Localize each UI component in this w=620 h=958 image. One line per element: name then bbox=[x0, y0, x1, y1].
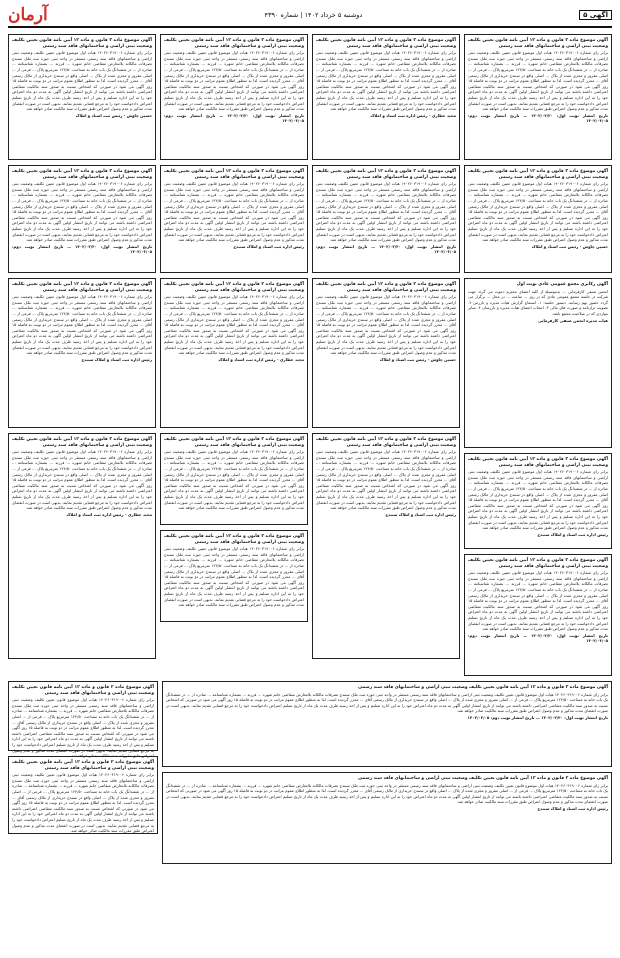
notice-body: برابر رای شماره ۱۴۰۲۶۰۳۱۹۰۰۶ هیات اول موضوع قانون تعیین تکلیف وضعیت ثبتی اراضی و ساختمانهای فاقد سند رسمی مستقر در واحد ثبتی حوزه ثبت ملک سنندج تصرفات مالکانه بلامعارض متقاضی خانم شهره ... فرزند ... بشماره شناسنامه ... صادره از ... در ششدانگ یک باب خانه به مساحت ۱۲۴/۵۰ مترمربع پلاک ... فرعی از ... اصلی مفروز و مجزی شده از پلاک ... اصلی واقع در سنندج خریداری از مالک رسمی آقای ... محرز گردیده است. لذا به منظور اطلاع عموم مراتب در دو نوبت به فاصله ۱۵ روز آگهی می شود در صورتی که اشخاص نسبت به صدور سند مالکیت متقاضی اعتراضی داشته باشند می توانند از تاریخ انتشار اولین آگهی به مدت دو ماه اعتراض خود را به این اداره تسلیم و پس از اخذ رسید ظرف مدت یک ماه از تاریخ تسلیم اعتراض دادخواست خود را به مرجع قضایی تقدیم نمایند. بدیهی است در صورت انقضای مدت مذکور و عدم وصول اعتراض طبق مقررات سند مالکیت صادر خواهد شد. bbox=[166, 782, 608, 805]
legal-notice bbox=[464, 34, 612, 160]
notice-title: آگهی موضوع ماده ۳ قانون و ماده ۱۳ آیین نامه قانون تعیین تکلیف وضعیت ثبتی اراضی و ساختمانهای فاقد سند رسمی bbox=[164, 169, 305, 180]
legal-notice bbox=[8, 278, 156, 428]
notice-title: آگهی موضوع ماده ۳ قانون و ماده ۱۳ آیین نامه قانون تعیین تکلیف وضعیت ثبتی اراضی و ساختمانهای فاقد سند رسمی bbox=[358, 776, 608, 781]
legal-notice bbox=[160, 165, 308, 273]
legal-notice bbox=[8, 681, 158, 759]
legal-notice bbox=[312, 278, 460, 428]
ad-column-2 bbox=[312, 34, 460, 676]
notice-body: برابر رای شماره ۱۴۰۲۶۰۳۱۹۰۰۶ هیات اول موضوع قانون تعیین تکلیف وضعیت ثبتی اراضی و ساختمانهای فاقد سند رسمی مستقر در واحد ثبتی حوزه ثبت ملک سنندج تصرفات مالکانه بلامعارض متقاضی خانم شهره ... فرزند ... بشماره شناسنامه ... صادره از ... در ششدانگ یک باب خانه به مساحت ۱۲۴/۵۰ مترمربع پلاک ... فرعی از ... اصلی مفروز و مجزی شده از پلاک ... اصلی واقع در سنندج خریداری از مالک رسمی آقای ... محرز گردیده است. لذا به منظور اطلاع عموم مراتب در دو نوبت به فاصله ۱۵ روز آگهی می شود در صورتی که اشخاص نسبت به صدور سند مالکیت متقاضی اعتراضی داشته باشند می توانند از تاریخ انتشار اولین آگهی به مدت دو ماه اعتراض خود را به این اداره تسلیم و پس از اخذ رسید ظرف مدت یک ماه از تاریخ تسلیم اعتراض دادخواست خود را به مرجع قضایی تقدیم نمایند. بدیهی است در صورت انقضای مدت مذکور و عدم وصول اعتراض طبق مقررات سند مالکیت صادر خواهد شد. bbox=[164, 181, 304, 243]
notice-body: برابر رای شماره ۱۴۰۲۶۰۳۱۹۰۰۶ هیات اول موضوع قانون تعیین تکلیف وضعیت ثبتی اراضی و ساختمانهای فاقد سند رسمی مستقر در واحد ثبتی حوزه ثبت ملک سنندج تصرفات مالکانه بلامعارض متقاضی خانم شهره ... فرزند ... بشماره شناسنامه ... صادره از ... در ششدانگ یک باب خانه به مساحت ۱۲۴/۵۰ مترمربع پلاک ... فرعی از ... اصلی مفروز و مجزی شده از پلاک ... اصلی واقع در سنندج خریداری از مالک رسمی آقای ... محرز گردیده است. لذا به منظور اطلاع عموم مراتب در دو نوبت به فاصله ۱۵ روز آگهی می شود در صورتی که اشخاص نسبت به صدور سند مالکیت متقاضی اعتراضی داشته باشند می توانند از تاریخ انتشار اولین آگهی به مدت دو ماه اعتراض خود را به این اداره تسلیم و پس از اخذ رسید ظرف مدت یک ماه از تاریخ تسلیم اعتراض دادخواست خود را به مرجع قضایی تقدیم نمایند. بدیهی است در صورت انقضای مدت مذکور و عدم وصول اعتراض طبق مقررات سند مالکیت صادر خواهد شد. bbox=[166, 691, 608, 714]
bottom-wide-ads bbox=[8, 681, 612, 864]
notice-title: آگهی موضوع ماده ۳ قانون و ماده ۱۳ آیین نامه قانون تعیین تکلیف وضعیت ثبتی اراضی و ساختمانهای فاقد سند رسمی bbox=[316, 437, 457, 448]
ad-column-3 bbox=[160, 34, 308, 676]
legal-notice bbox=[160, 433, 308, 525]
notice-body: برابر رای شماره ۱۴۰۲۶۰۳۱۹۰۰۶ هیات اول موضوع قانون تعیین تکلیف وضعیت ثبتی اراضی و ساختمانهای فاقد سند رسمی مستقر در واحد ثبتی حوزه ثبت ملک سنندج تصرفات مالکانه بلامعارض متقاضی خانم شهره ... فرزند ... بشماره شناسنامه ... صادره از ... در ششدانگ یک باب خانه به مساحت ۱۲۴/۵۰ مترمربع پلاک ... فرعی از ... اصلی مفروز و مجزی شده از پلاک ... اصلی واقع در سنندج خریداری از مالک رسمی آقای ... محرز گردیده است. لذا به منظور اطلاع عموم مراتب در دو نوبت به فاصله ۱۵ روز آگهی می شود در صورتی که اشخاص نسبت به صدور سند مالکیت متقاضی اعتراضی داشته باشند می توانند از تاریخ انتشار اولین آگهی به مدت دو ماه اعتراض خود را به این اداره تسلیم و پس از اخذ رسید ظرف مدت یک ماه از تاریخ تسلیم اعتراض دادخواست خود را به مرجع قضایی تقدیم نمایند. بدیهی است در صورت انقضای مدت مذکور و عدم وصول اعتراض طبق مقررات سند مالکیت صادر خواهد شد. bbox=[12, 772, 154, 834]
notice-sign: رئیس اداره ثبت اسناد و املاک سنندج bbox=[537, 531, 608, 537]
notice-body: برابر رای شماره ۱۴۰۲۶۰۳۱۹۰۰۶ هیات اول موضوع قانون تعیین تکلیف وضعیت ثبتی اراضی و ساختمانهای فاقد سند رسمی مستقر در واحد ثبتی حوزه ثبت ملک سنندج تصرفات مالکانه بلامعارض متقاضی خانم شهره ... فرزند ... بشماره شناسنامه ... صادره از ... در ششدانگ یک باب خانه به مساحت ۱۲۴/۵۰ مترمربع پلاک ... فرعی از ... اصلی مفروز و مجزی شده از پلاک ... اصلی واقع در سنندج خریداری از مالک رسمی آقای ... محرز گردیده است. لذا به منظور اطلاع عموم مراتب در دو نوبت به فاصله ۱۵ روز آگهی می شود در صورتی که اشخاص نسبت به صدور سند مالکیت متقاضی اعتراضی داشته باشند می توانند از تاریخ انتشار اولین آگهی به مدت دو ماه اعتراض خود را به این اداره تسلیم و پس از اخذ رسید ظرف مدت یک ماه از تاریخ تسلیم اعتراض دادخواست خود را به مرجع قضایی تقدیم نمایند. بدیهی است در صورت انقضای مدت مذکور و عدم وصول اعتراض طبق مقررات سند مالکیت صادر خواهد شد. bbox=[316, 449, 456, 511]
wide-ads-right bbox=[162, 681, 612, 864]
notice-body: برابر رای شماره ۱۴۰۲۶۰۳۱۹۰۰۶ هیات اول موضوع قانون تعیین تکلیف وضعیت ثبتی اراضی و ساختمانهای فاقد سند رسمی مستقر در واحد ثبتی حوزه ثبت ملک سنندج تصرفات مالکانه بلامعارض متقاضی خانم شهره ... فرزند ... بشماره شناسنامه ... صادره از ... در ششدانگ یک باب خانه به مساحت ۱۲۴/۵۰ مترمربع پلاک ... فرعی از ... اصلی مفروز و مجزی شده از پلاک ... اصلی واقع در سنندج خریداری از مالک رسمی آقای ... محرز گردیده است. لذا به منظور اطلاع عموم مراتب در دو نوبت به فاصله ۱۵ روز آگهی می شود در صورتی که اشخاص نسبت به صدور سند مالکیت متقاضی اعتراضی داشته باشند می توانند از تاریخ انتشار اولین آگهی به مدت دو ماه اعتراض خود را به این اداره تسلیم و پس از اخذ رسید ظرف مدت یک ماه از تاریخ تسلیم اعتراض دادخواست خود را به مرجع قضایی تقدیم نمایند. بدیهی است در صورت انقضای مدت مذکور و عدم وصول اعتراض طبق مقررات سند مالکیت صادر خواهد شد. bbox=[164, 449, 304, 511]
notice-title: آگهی موضوع ماده ۳ قانون و ماده ۱۳ آیین نامه قانون تعیین تکلیف وضعیت ثبتی اراضی و ساختمانهای فاقد سند رسمی bbox=[316, 38, 457, 49]
notice-dates: تاریخ انتشار نوبت اول: ۱۴۰۲/۰۲/۲۰ — تاریخ انتشار نوبت دوم: ۱۴۰۲/۰۳/۰۵ bbox=[164, 112, 304, 124]
legal-notice bbox=[464, 453, 612, 549]
notice-body: برابر رای شماره ۱۴۰۲۶۰۳۱۹۰۰۶ هیات اول موضوع قانون تعیین تکلیف وضعیت ثبتی اراضی و ساختمانهای فاقد سند رسمی مستقر در واحد ثبتی حوزه ثبت ملک سنندج تصرفات مالکانه بلامعارض متقاضی خانم شهره ... فرزند ... بشماره شناسنامه ... صادره از ... در ششدانگ یک باب خانه به مساحت ۱۲۴/۵۰ مترمربع پلاک ... فرعی از ... اصلی مفروز و مجزی شده از پلاک ... اصلی واقع در سنندج خریداری از مالک رسمی آقای ... محرز گردیده است. لذا به منظور اطلاع عموم مراتب در دو نوبت به فاصله ۱۵ روز آگهی می شود در صورتی که اشخاص نسبت به صدور سند مالکیت متقاضی اعتراضی داشته باشند می توانند از تاریخ انتشار اولین آگهی به مدت دو ماه اعتراض خود را به این اداره تسلیم و پس از اخذ رسید ظرف مدت یک ماه از تاریخ تسلیم اعتراض دادخواست خود را به مرجع قضایی تقدیم نمایند. بدیهی است در صورت انقضای مدت مذکور و عدم وصول اعتراض طبق مقررات سند مالکیت صادر خواهد شد. bbox=[164, 546, 304, 608]
page-number: آگهی ۵ bbox=[579, 10, 612, 20]
legal-notice bbox=[8, 756, 158, 834]
notice-title: آگهی موضوع ماده ۳ قانون و ماده ۱۳ آیین نامه قانون تعیین تکلیف وضعیت ثبتی اراضی و ساختمانهای فاقد سند رسمی bbox=[12, 282, 153, 293]
notice-body: برابر رای شماره ۱۴۰۲۶۰۳۱۹۰۰۶ هیات اول موضوع قانون تعیین تکلیف وضعیت ثبتی اراضی و ساختمانهای فاقد سند رسمی مستقر در واحد ثبتی حوزه ثبت ملک سنندج تصرفات مالکانه بلامعارض متقاضی خانم شهره ... فرزند ... بشماره شناسنامه ... صادره از ... در ششدانگ یک باب خانه به مساحت ۱۲۴/۵۰ مترمربع پلاک ... فرعی از ... اصلی مفروز و مجزی شده از پلاک ... اصلی واقع در سنندج خریداری از مالک رسمی آقای ... محرز گردیده است. لذا به منظور اطلاع عموم مراتب در دو نوبت به فاصله ۱۵ روز آگهی می شود در صورتی که اشخاص نسبت به صدور سند مالکیت متقاضی اعتراضی داشته باشند می توانند از تاریخ انتشار اولین آگهی به مدت دو ماه اعتراض خود را به این اداره تسلیم و پس از اخذ رسید ظرف مدت یک ماه از تاریخ تسلیم اعتراض دادخواست خود را به مرجع قضایی تقدیم نمایند. بدیهی است در صورت انقضای مدت مذکور و عدم وصول اعتراض طبق مقررات سند مالکیت صادر خواهد شد. bbox=[468, 570, 608, 632]
legal-notice bbox=[464, 165, 612, 273]
notice-body: برابر رای شماره ۱۴۰۲۶۰۳۱۹۰۰۶ هیات اول موضوع قانون تعیین تکلیف وضعیت ثبتی اراضی و ساختمانهای فاقد سند رسمی مستقر در واحد ثبتی حوزه ثبت ملک سنندج تصرفات مالکانه بلامعارض متقاضی خانم شهره ... فرزند ... بشماره شناسنامه ... صادره از ... در ششدانگ یک باب خانه به مساحت ۱۲۴/۵۰ مترمربع پلاک ... فرعی از ... اصلی مفروز و مجزی شده از پلاک ... اصلی واقع در سنندج خریداری از مالک رسمی آقای ... محرز گردیده است. لذا به منظور اطلاع عموم مراتب در دو نوبت به فاصله ۱۵ روز آگهی می شود در صورتی که اشخاص نسبت به صدور سند مالکیت متقاضی اعتراضی داشته باشند می توانند از تاریخ انتشار اولین آگهی به مدت دو ماه اعتراض خود را به این اداره تسلیم و پس از اخذ رسید ظرف مدت یک ماه از تاریخ تسلیم اعتراض دادخواست خود را به مرجع قضایی تقدیم نمایند. بدیهی است در صورت انقضای مدت مذکور و عدم وصول اعتراض طبق مقررات سند مالکیت صادر خواهد شد. bbox=[164, 294, 304, 356]
notice-body: برابر رای شماره ۱۴۰۲۶۰۳۱۹۰۰۶ هیات اول موضوع قانون تعیین تکلیف وضعیت ثبتی اراضی و ساختمانهای فاقد سند رسمی مستقر در واحد ثبتی حوزه ثبت ملک سنندج تصرفات مالکانه بلامعارض متقاضی خانم شهره ... فرزند ... بشماره شناسنامه ... صادره از ... در ششدانگ یک باب خانه به مساحت ۱۲۴/۵۰ مترمربع پلاک ... فرعی از ... اصلی مفروز و مجزی شده از پلاک ... اصلی واقع در سنندج خریداری از مالک رسمی آقای ... محرز گردیده است. لذا به منظور اطلاع عموم مراتب در دو نوبت به فاصله ۱۵ روز آگهی می شود در صورتی که اشخاص نسبت به صدور سند مالکیت متقاضی اعتراضی داشته باشند می توانند از تاریخ انتشار اولین آگهی به مدت دو ماه اعتراض خود را به این اداره تسلیم و پس از اخذ رسید ظرف مدت یک ماه از تاریخ تسلیم اعتراض دادخواست خود را به مرجع قضایی تقدیم نمایند. بدیهی است در صورت انقضای مدت مذکور و عدم وصول اعتراض طبق مقررات سند مالکیت صادر خواهد شد. bbox=[12, 697, 154, 759]
legal-notice bbox=[8, 433, 156, 659]
notice-sign: حسین چاوش - رئیس ثبت اسناد و املاک bbox=[75, 112, 152, 118]
notice-title: آگهی موضوع ماده ۳ قانون و ماده ۱۳ آیین نامه قانون تعیین تکلیف وضعیت ثبتی اراضی و ساختمانهای فاقد سند رسمی bbox=[12, 760, 155, 771]
notice-body: برابر رای شماره ۱۴۰۲۶۰۳۱۹۰۰۶ هیات اول موضوع قانون تعیین تکلیف وضعیت ثبتی اراضی و ساختمانهای فاقد سند رسمی مستقر در واحد ثبتی حوزه ثبت ملک سنندج تصرفات مالکانه بلامعارض متقاضی خانم شهره ... فرزند ... بشماره شناسنامه ... صادره از ... در ششدانگ یک باب خانه به مساحت ۱۲۴/۵۰ مترمربع پلاک ... فرعی از ... اصلی مفروز و مجزی شده از پلاک ... اصلی واقع در سنندج خریداری از مالک رسمی آقای ... محرز گردیده است. لذا به منظور اطلاع عموم مراتب در دو نوبت به فاصله ۱۵ روز آگهی می شود در صورتی که اشخاص نسبت به صدور سند مالکیت متقاضی اعتراضی داشته باشند می توانند از تاریخ انتشار اولین آگهی به مدت دو ماه اعتراض خود را به این اداره تسلیم و پس از اخذ رسید ظرف مدت یک ماه از تاریخ تسلیم اعتراض دادخواست خود را به مرجع قضایی تقدیم نمایند. بدیهی است در صورت انقضای مدت مذکور و عدم وصول اعتراض طبق مقررات سند مالکیت صادر خواهد شد. bbox=[12, 181, 152, 243]
notice-sign: رئیس اداره ثبت اسناد و املاک سنندج bbox=[233, 243, 304, 249]
notice-title: آگهی موضوع ماده ۳ قانون و ماده ۱۳ آیین نامه قانون تعیین تکلیف وضعیت ثبتی اراضی و ساختمانهای فاقد سند رسمی bbox=[468, 38, 609, 49]
notice-sign: مجید عطاری - رئیس اداره ثبت اسناد و املاک bbox=[370, 112, 456, 118]
assembly-sign: هیات مدیره انجمن صنفی کارفرمایی bbox=[538, 317, 608, 323]
notice-dates: تاریخ انتشار نوبت اول: ۱۴۰۲/۰۲/۲۰ — تاریخ انتشار نوبت دوم: ۱۴۰۲/۰۳/۰۵ bbox=[468, 112, 608, 124]
notice-title: آگهی موضوع ماده ۳ قانون و ماده ۱۳ آیین نامه قانون تعیین تکلیف وضعیت ثبتی اراضی و ساختمانهای فاقد سند رسمی bbox=[468, 457, 609, 468]
notice-title: آگهی موضوع ماده ۳ قانون و ماده ۱۳ آیین نامه قانون تعیین تکلیف وضعیت ثبتی اراضی و ساختمانهای فاقد سند رسمی bbox=[316, 282, 457, 293]
notice-body: برابر رای شماره ۱۴۰۲۶۰۳۱۹۰۰۶ هیات اول موضوع قانون تعیین تکلیف وضعیت ثبتی اراضی و ساختمانهای فاقد سند رسمی مستقر در واحد ثبتی حوزه ثبت ملک سنندج تصرفات مالکانه بلامعارض متقاضی خانم شهره ... فرزند ... بشماره شناسنامه ... صادره از ... در ششدانگ یک باب خانه به مساحت ۱۲۴/۵۰ مترمربع پلاک ... فرعی از ... اصلی مفروز و مجزی شده از پلاک ... اصلی واقع در سنندج خریداری از مالک رسمی آقای ... محرز گردیده است. لذا به منظور اطلاع عموم مراتب در دو نوبت به فاصله ۱۵ روز آگهی می شود در صورتی که اشخاص نسبت به صدور سند مالکیت متقاضی اعتراضی داشته باشند می توانند از تاریخ انتشار اولین آگهی به مدت دو ماه اعتراض خود را به این اداره تسلیم و پس از اخذ رسید ظرف مدت یک ماه از تاریخ تسلیم اعتراض دادخواست خود را به مرجع قضایی تقدیم نمایند. بدیهی است در صورت انقضای مدت مذکور و عدم وصول اعتراض طبق مقررات سند مالکیت صادر خواهد شد. bbox=[468, 50, 608, 112]
legal-notice bbox=[160, 34, 308, 160]
legal-notice bbox=[8, 34, 156, 160]
notice-title: آگهی موضوع ماده ۳ قانون و ماده ۱۳ آیین نامه قانون تعیین تکلیف وضعیت ثبتی اراضی و ساختمانهای فاقد سند رسمی bbox=[12, 437, 153, 448]
notice-dates: تاریخ انتشار نوبت اول: ۱۴۰۲/۰۲/۲۰ — تاریخ انتشار نوبت دوم: ۱۴۰۲/۰۳/۰۵ bbox=[316, 243, 456, 255]
notice-dates: تاریخ انتشار نوبت اول: ۱۴۰۲/۰۲/۲۰ — تاریخ انتشار نوبت دوم: ۱۴۰۲/۰۳/۰۵ bbox=[12, 243, 152, 255]
notice-sign: حسین چاوش - رئیس ثبت اسناد و املاک bbox=[379, 356, 456, 362]
notice-sign: مجید عطاری - رئیس اداره ثبت اسناد و املاک bbox=[218, 356, 304, 362]
ad-column-4 bbox=[8, 34, 156, 676]
notice-title: آگهی موضوع ماده ۳ قانون و ماده ۱۳ آیین نامه قانون تعیین تکلیف وضعیت ثبتی اراضی و ساختمانهای فاقد سند رسمی bbox=[12, 169, 153, 180]
issue-info: دوشنبه ۵ خرداد ۱۴۰۲ | شماره ۴۳۹۰ bbox=[264, 11, 363, 19]
notice-title: آگهی موضوع ماده ۳ قانون و ماده ۱۳ آیین نامه قانون تعیین تکلیف وضعیت ثبتی اراضی و ساختمانهای فاقد سند رسمی bbox=[164, 38, 305, 49]
notice-title: آگهی موضوع ماده ۳ قانون و ماده ۱۳ آیین نامه قانون تعیین تکلیف وضعیت ثبتی اراضی و ساختمانهای فاقد سند رسمی bbox=[468, 558, 609, 569]
assembly-body: انجمن صنفی کارفرمایی ... بدینوسیله از کلیه اعضای محترم دعوت می گردد جهت شرکت در جلسه مجمع عمومی عادی که در روز ... ساعت ... در محل ... برگزار می گردد حضور بهم رسانند. دستور جلسه: ۱- استماع گزارش هیات مدیره و بازرس ۲- تصویب ترازنامه و صورت های مالی ۳- انتخاب اعضای هیات مدیره و بازرسان ۴- سایر مواردی که در صلاحیت مجمع باشد. bbox=[468, 288, 608, 316]
legal-notice-wide bbox=[162, 681, 612, 767]
notice-title: آگهی موضوع ماده ۳ قانون و ماده ۱۳ آیین نامه قانون تعیین تکلیف وضعیت ثبتی اراضی و ساختمانهای فاقد سند رسمی bbox=[316, 169, 457, 180]
legal-notice bbox=[312, 34, 460, 160]
legal-notice bbox=[160, 530, 308, 622]
notice-body: برابر رای شماره ۱۴۰۲۶۰۳۱۹۰۰۶ هیات اول موضوع قانون تعیین تکلیف وضعیت ثبتی اراضی و ساختمانهای فاقد سند رسمی مستقر در واحد ثبتی حوزه ثبت ملک سنندج تصرفات مالکانه بلامعارض متقاضی خانم شهره ... فرزند ... بشماره شناسنامه ... صادره از ... در ششدانگ یک باب خانه به مساحت ۱۲۴/۵۰ مترمربع پلاک ... فرعی از ... اصلی مفروز و مجزی شده از پلاک ... اصلی واقع در سنندج خریداری از مالک رسمی آقای ... محرز گردیده است. لذا به منظور اطلاع عموم مراتب در دو نوبت به فاصله ۱۵ روز آگهی می شود در صورتی که اشخاص نسبت به صدور سند مالکیت متقاضی اعتراضی داشته باشند می توانند از تاریخ انتشار اولین آگهی به مدت دو ماه اعتراض خود را به این اداره تسلیم و پس از اخذ رسید ظرف مدت یک ماه از تاریخ تسلیم اعتراض دادخواست خود را به مرجع قضایی تقدیم نمایند. بدیهی است در صورت انقضای مدت مذکور و عدم وصول اعتراض طبق مقررات سند مالکیت صادر خواهد شد. bbox=[12, 294, 152, 356]
assembly-title: آگهی رکابری مجمع عمومی عادی نوبت اول bbox=[516, 282, 608, 287]
notice-dates: تاریخ انتشار نوبت اول: ۱۴۰۲/۰۲/۲۰ — تاریخ انتشار نوبت دوم: ۱۴۰۲/۰۳/۰۵ bbox=[467, 714, 608, 720]
notice-body: برابر رای شماره ۱۴۰۲۶۰۳۱۹۰۰۶ هیات اول موضوع قانون تعیین تکلیف وضعیت ثبتی اراضی و ساختمانهای فاقد سند رسمی مستقر در واحد ثبتی حوزه ثبت ملک سنندج تصرفات مالکانه بلامعارض متقاضی خانم شهره ... فرزند ... بشماره شناسنامه ... صادره از ... در ششدانگ یک باب خانه به مساحت ۱۲۴/۵۰ مترمربع پلاک ... فرعی از ... اصلی مفروز و مجزی شده از پلاک ... اصلی واقع در سنندج خریداری از مالک رسمی آقای ... محرز گردیده است. لذا به منظور اطلاع عموم مراتب در دو نوبت به فاصله ۱۵ روز آگهی می شود در صورتی که اشخاص نسبت به صدور سند مالکیت متقاضی اعتراضی داشته باشند می توانند از تاریخ انتشار اولین آگهی به مدت دو ماه اعتراض خود را به این اداره تسلیم و پس از اخذ رسید ظرف مدت یک ماه از تاریخ تسلیم اعتراض دادخواست خود را به مرجع قضایی تقدیم نمایند. بدیهی است در صورت انقضای مدت مذکور و عدم وصول اعتراض طبق مقررات سند مالکیت صادر خواهد شد. bbox=[316, 50, 456, 112]
notice-title: آگهی موضوع ماده ۳ قانون و ماده ۱۳ آیین نامه قانون تعیین تکلیف وضعیت ثبتی اراضی و ساختمانهای فاقد سند رسمی bbox=[12, 38, 153, 49]
masthead-logo: آرمان bbox=[8, 5, 48, 25]
ad-column-1 bbox=[464, 34, 612, 676]
notice-body: برابر رای شماره ۱۴۰۲۶۰۳۱۹۰۰۶ هیات اول موضوع قانون تعیین تکلیف وضعیت ثبتی اراضی و ساختمانهای فاقد سند رسمی مستقر در واحد ثبتی حوزه ثبت ملک سنندج تصرفات مالکانه بلامعارض متقاضی خانم شهره ... فرزند ... بشماره شناسنامه ... صادره از ... در ششدانگ یک باب خانه به مساحت ۱۲۴/۵۰ مترمربع پلاک ... فرعی از ... اصلی مفروز و مجزی شده از پلاک ... اصلی واقع در سنندج خریداری از مالک رسمی آقای ... محرز گردیده است. لذا به منظور اطلاع عموم مراتب در دو نوبت به فاصله ۱۵ روز آگهی می شود در صورتی که اشخاص نسبت به صدور سند مالکیت متقاضی اعتراضی داشته باشند می توانند از تاریخ انتشار اولین آگهی به مدت دو ماه اعتراض خود را به این اداره تسلیم و پس از اخذ رسید ظرف مدت یک ماه از تاریخ تسلیم اعتراض دادخواست خود را به مرجع قضایی تقدیم نمایند. بدیهی است در صورت انقضای مدت مذکور و عدم وصول اعتراض طبق مقررات سند مالکیت صادر خواهد شد. bbox=[316, 181, 456, 243]
notice-title: آگهی موضوع ماده ۳ قانون و ماده ۱۳ آیین نامه قانون تعیین تکلیف وضعیت ثبتی اراضی و ساختمانهای فاقد سند رسمی bbox=[12, 685, 155, 696]
notice-sign: رئیس اداره ثبت اسناد و املاک سنندج bbox=[537, 805, 608, 811]
notice-body: برابر رای شماره ۱۴۰۲۶۰۳۱۹۰۰۶ هیات اول موضوع قانون تعیین تکلیف وضعیت ثبتی اراضی و ساختمانهای فاقد سند رسمی مستقر در واحد ثبتی حوزه ثبت ملک سنندج تصرفات مالکانه بلامعارض متقاضی خانم شهره ... فرزند ... بشماره شناسنامه ... صادره از ... در ششدانگ یک باب خانه به مساحت ۱۲۴/۵۰ مترمربع پلاک ... فرعی از ... اصلی مفروز و مجزی شده از پلاک ... اصلی واقع در سنندج خریداری از مالک رسمی آقای ... محرز گردیده است. لذا به منظور اطلاع عموم مراتب در دو نوبت به فاصله ۱۵ روز آگهی می شود در صورتی که اشخاص نسبت به صدور سند مالکیت متقاضی اعتراضی داشته باشند می توانند از تاریخ انتشار اولین آگهی به مدت دو ماه اعتراض خود را به این اداره تسلیم و پس از اخذ رسید ظرف مدت یک ماه از تاریخ تسلیم اعتراض دادخواست خود را به مرجع قضایی تقدیم نمایند. بدیهی است در صورت انقضای مدت مذکور و عدم وصول اعتراض طبق مقررات سند مالکیت صادر خواهد شد. bbox=[12, 449, 152, 511]
ad-grid bbox=[8, 34, 612, 676]
wide-ads-left bbox=[8, 681, 158, 864]
notice-dates: تاریخ انتشار نوبت اول: ۱۴۰۲/۰۲/۲۰ — تاریخ انتشار نوبت دوم: ۱۴۰۲/۰۳/۰۵ bbox=[468, 632, 608, 644]
notice-body: برابر رای شماره ۱۴۰۲۶۰۳۱۹۰۰۶ هیات اول موضوع قانون تعیین تکلیف وضعیت ثبتی اراضی و ساختمانهای فاقد سند رسمی مستقر در واحد ثبتی حوزه ثبت ملک سنندج تصرفات مالکانه بلامعارض متقاضی خانم شهره ... فرزند ... بشماره شناسنامه ... صادره از ... در ششدانگ یک باب خانه به مساحت ۱۲۴/۵۰ مترمربع پلاک ... فرعی از ... اصلی مفروز و مجزی شده از پلاک ... اصلی واقع در سنندج خریداری از مالک رسمی آقای ... محرز گردیده است. لذا به منظور اطلاع عموم مراتب در دو نوبت به فاصله ۱۵ روز آگهی می شود در صورتی که اشخاص نسبت به صدور سند مالکیت متقاضی اعتراضی داشته باشند می توانند از تاریخ انتشار اولین آگهی به مدت دو ماه اعتراض خود را به این اداره تسلیم و پس از اخذ رسید ظرف مدت یک ماه از تاریخ تسلیم اعتراض دادخواست خود را به مرجع قضایی تقدیم نمایند. بدیهی است در صورت انقضای مدت مذکور و عدم وصول اعتراض طبق مقررات سند مالکیت صادر خواهد شد. bbox=[468, 469, 608, 531]
notice-sign: حسین چاوش - رئیس ثبت اسناد و املاک bbox=[531, 243, 608, 249]
notice-sign: رئیس اداره ثبت اسناد و املاک سنندج bbox=[81, 356, 152, 362]
notice-title: آگهی موضوع ماده ۳ قانون و ماده ۱۳ آیین نامه قانون تعیین تکلیف وضعیت ثبتی اراضی و ساختمانهای فاقد سند رسمی bbox=[358, 685, 608, 690]
notice-body: برابر رای شماره ۱۴۰۲۶۰۳۱۹۰۰۶ هیات اول موضوع قانون تعیین تکلیف وضعیت ثبتی اراضی و ساختمانهای فاقد سند رسمی مستقر در واحد ثبتی حوزه ثبت ملک سنندج تصرفات مالکانه بلامعارض متقاضی خانم شهره ... فرزند ... بشماره شناسنامه ... صادره از ... در ششدانگ یک باب خانه به مساحت ۱۲۴/۵۰ مترمربع پلاک ... فرعی از ... اصلی مفروز و مجزی شده از پلاک ... اصلی واقع در سنندج خریداری از مالک رسمی آقای ... محرز گردیده است. لذا به منظور اطلاع عموم مراتب در دو نوبت به فاصله ۱۵ روز آگهی می شود در صورتی که اشخاص نسبت به صدور سند مالکیت متقاضی اعتراضی داشته باشند می توانند از تاریخ انتشار اولین آگهی به مدت دو ماه اعتراض خود را به این اداره تسلیم و پس از اخذ رسید ظرف مدت یک ماه از تاریخ تسلیم اعتراض دادخواست خود را به مرجع قضایی تقدیم نمایند. بدیهی است در صورت انقضای مدت مذکور و عدم وصول اعتراض طبق مقررات سند مالکیت صادر خواهد شد. bbox=[164, 50, 304, 112]
notice-sign: مجید عطاری - رئیس اداره ثبت اسناد و املاک bbox=[66, 511, 152, 517]
legal-notice bbox=[312, 433, 460, 659]
notice-title: آگهی موضوع ماده ۳ قانون و ماده ۱۳ آیین نامه قانون تعیین تکلیف وضعیت ثبتی اراضی و ساختمانهای فاقد سند رسمی bbox=[164, 437, 305, 448]
notice-sign: رئیس اداره ثبت اسناد و املاک سنندج bbox=[385, 511, 456, 517]
notice-title: آگهی موضوع ماده ۳ قانون و ماده ۱۳ آیین نامه قانون تعیین تکلیف وضعیت ثبتی اراضی و ساختمانهای فاقد سند رسمی bbox=[164, 282, 305, 293]
page-header bbox=[8, 6, 612, 28]
notice-body: برابر رای شماره ۱۴۰۲۶۰۳۱۹۰۰۶ هیات اول موضوع قانون تعیین تکلیف وضعیت ثبتی اراضی و ساختمانهای فاقد سند رسمی مستقر در واحد ثبتی حوزه ثبت ملک سنندج تصرفات مالکانه بلامعارض متقاضی خانم شهره ... فرزند ... بشماره شناسنامه ... صادره از ... در ششدانگ یک باب خانه به مساحت ۱۲۴/۵۰ مترمربع پلاک ... فرعی از ... اصلی مفروز و مجزی شده از پلاک ... اصلی واقع در سنندج خریداری از مالک رسمی آقای ... محرز گردیده است. لذا به منظور اطلاع عموم مراتب در دو نوبت به فاصله ۱۵ روز آگهی می شود در صورتی که اشخاص نسبت به صدور سند مالکیت متقاضی اعتراضی داشته باشند می توانند از تاریخ انتشار اولین آگهی به مدت دو ماه اعتراض خود را به این اداره تسلیم و پس از اخذ رسید ظرف مدت یک ماه از تاریخ تسلیم اعتراض دادخواست خود را به مرجع قضایی تقدیم نمایند. بدیهی است در صورت انقضای مدت مذکور و عدم وصول اعتراض طبق مقررات سند مالکیت صادر خواهد شد. bbox=[316, 294, 456, 356]
legal-notice-wide bbox=[162, 772, 612, 864]
notice-title: آگهی موضوع ماده ۳ قانون و ماده ۱۳ آیین نامه قانون تعیین تکلیف وضعیت ثبتی اراضی و ساختمانهای فاقد سند رسمی bbox=[468, 169, 609, 180]
legal-notice bbox=[312, 165, 460, 273]
notice-title: آگهی موضوع ماده ۳ قانون و ماده ۱۳ آیین نامه قانون تعیین تکلیف وضعیت ثبتی اراضی و ساختمانهای فاقد سند رسمی bbox=[164, 534, 305, 545]
assembly-notice bbox=[464, 278, 612, 448]
notice-body: برابر رای شماره ۱۴۰۲۶۰۳۱۹۰۰۶ هیات اول موضوع قانون تعیین تکلیف وضعیت ثبتی اراضی و ساختمانهای فاقد سند رسمی مستقر در واحد ثبتی حوزه ثبت ملک سنندج تصرفات مالکانه بلامعارض متقاضی خانم شهره ... فرزند ... بشماره شناسنامه ... صادره از ... در ششدانگ یک باب خانه به مساحت ۱۲۴/۵۰ مترمربع پلاک ... فرعی از ... اصلی مفروز و مجزی شده از پلاک ... اصلی واقع در سنندج خریداری از مالک رسمی آقای ... محرز گردیده است. لذا به منظور اطلاع عموم مراتب در دو نوبت به فاصله ۱۵ روز آگهی می شود در صورتی که اشخاص نسبت به صدور سند مالکیت متقاضی اعتراضی داشته باشند می توانند از تاریخ انتشار اولین آگهی به مدت دو ماه اعتراض خود را به این اداره تسلیم و پس از اخذ رسید ظرف مدت یک ماه از تاریخ تسلیم اعتراض دادخواست خود را به مرجع قضایی تقدیم نمایند. بدیهی است در صورت انقضای مدت مذکور و عدم وصول اعتراض طبق مقررات سند مالکیت صادر خواهد شد. bbox=[468, 181, 608, 243]
legal-notice bbox=[8, 165, 156, 273]
legal-notice bbox=[160, 278, 308, 428]
notice-body: برابر رای شماره ۱۴۰۲۶۰۳۱۹۰۰۶ هیات اول موضوع قانون تعیین تکلیف وضعیت ثبتی اراضی و ساختمانهای فاقد سند رسمی مستقر در واحد ثبتی حوزه ثبت ملک سنندج تصرفات مالکانه بلامعارض متقاضی خانم شهره ... فرزند ... بشماره شناسنامه ... صادره از ... در ششدانگ یک باب خانه به مساحت ۱۲۴/۵۰ مترمربع پلاک ... فرعی از ... اصلی مفروز و مجزی شده از پلاک ... اصلی واقع در سنندج خریداری از مالک رسمی آقای ... محرز گردیده است. لذا به منظور اطلاع عموم مراتب در دو نوبت به فاصله ۱۵ روز آگهی می شود در صورتی که اشخاص نسبت به صدور سند مالکیت متقاضی اعتراضی داشته باشند می توانند از تاریخ انتشار اولین آگهی به مدت دو ماه اعتراض خود را به این اداره تسلیم و پس از اخذ رسید ظرف مدت یک ماه از تاریخ تسلیم اعتراض دادخواست خود را به مرجع قضایی تقدیم نمایند. بدیهی است در صورت انقضای مدت مذکور و عدم وصول اعتراض طبق مقررات سند مالکیت صادر خواهد شد. bbox=[12, 50, 152, 112]
legal-notice bbox=[464, 554, 612, 676]
